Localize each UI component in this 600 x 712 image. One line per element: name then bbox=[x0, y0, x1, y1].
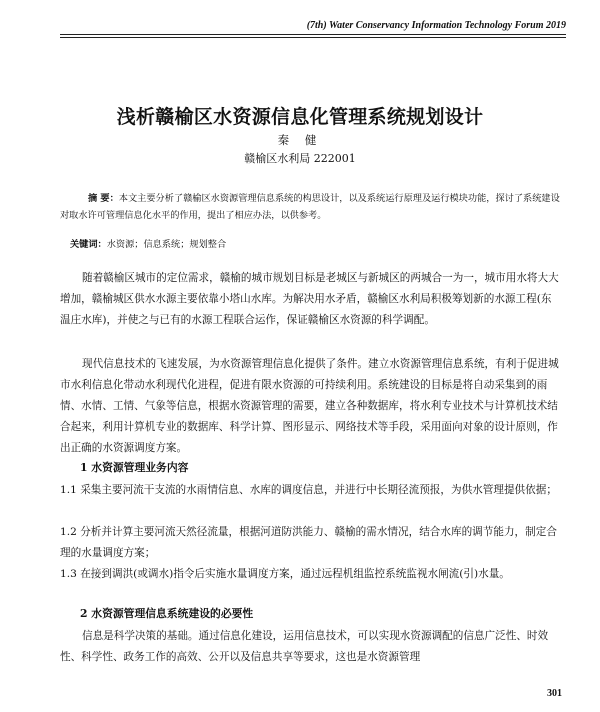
body-paragraph-1: 随着赣榆区城市的定位需求，赣榆的城市规划目标是老城区与新城区的两城合一为一，城市用水将大大增加，赣榆城区供水水源主要依靠小塔山水库。为解决用水矛盾，赣榆区水利局积极筹划新的水源工程(东温庄水库)，并使之与已有的水源工程联合运作，保证赣榆区水资源的科学调配。 bbox=[60, 272, 559, 326]
list-item-1-1: 1.1 采集主要河流干支流的水雨情信息、水库的调度信息，并进行中长期径流预报，为供水管理提供依据； bbox=[60, 484, 557, 496]
abstract-label: 摘 要： bbox=[88, 193, 119, 204]
header-rule-top bbox=[60, 34, 566, 35]
body-paragraph-2: 现代信息技术的飞速发展，为水资源管理信息化提供了条件。建立水资源管理信息系统，有利于促进城市水利信息化带动水利现代化进程，促进有限水资源的可持续利用。系统建设的目标是将自动采集到的雨情、水情、工情、气象等信息，根据水资源管理的需要，建立各种数据库，将水利专业技术与计算机技术结合起来，利用计算机专业的数据库、科学计算、图形显示、网络技术等手段，采用面向对象的设计原则，作出正确的水资源调度方案。 bbox=[60, 358, 559, 454]
paper-title: 浅析赣榆区水资源信息化管理系统规划设计 bbox=[116, 106, 484, 128]
author-name: 秦 健 bbox=[277, 133, 323, 147]
section-heading-2: 2 水资源管理信息系统建设的必要性 bbox=[80, 607, 254, 620]
keywords-label: 关键词： bbox=[70, 239, 107, 250]
section-heading-1: 1 水资源管理业务内容 bbox=[80, 461, 189, 474]
header-rule-bottom bbox=[60, 37, 566, 38]
abstract-text: 本文主要分析了赣榆区水资源管理信息系统的构思设计，以及系统运行原理及运行模块功能，探讨了系统建设对取水许可管理信息化水平的作用，提出了相应办法，以供参考。 bbox=[60, 193, 560, 221]
page-number: 301 bbox=[547, 688, 562, 699]
list-item-1-3: 1.3 在接到调洪(或调水)指令后实施水量调度方案，通过远程机组监控系统监视水闸流(引)水量。 bbox=[60, 568, 510, 580]
body-paragraph-3: 信息是科学决策的基础。通过信息化建设，运用信息技术，可以实现水资源调配的信息广泛性、时效性、科学性、政务工作的高效、公开以及信息共享等要求，这也是水资源管理 bbox=[60, 630, 549, 663]
author-affiliation: 赣榆区水利局 222001 bbox=[244, 152, 356, 165]
abstract bbox=[60, 190, 562, 224]
running-header: (7th) Water Conservancy Information Technology Forum 2019 bbox=[306, 20, 566, 31]
keywords bbox=[60, 236, 562, 253]
keywords-text: 水资源；信息系统；规划整合 bbox=[106, 239, 227, 250]
list-item-1-2: 1.2 分析并计算主要河流天然径流量，根据河道防洪能力、赣榆的需水情况，结合水库的调节能力，制定合理的水量调度方案； bbox=[60, 526, 557, 559]
